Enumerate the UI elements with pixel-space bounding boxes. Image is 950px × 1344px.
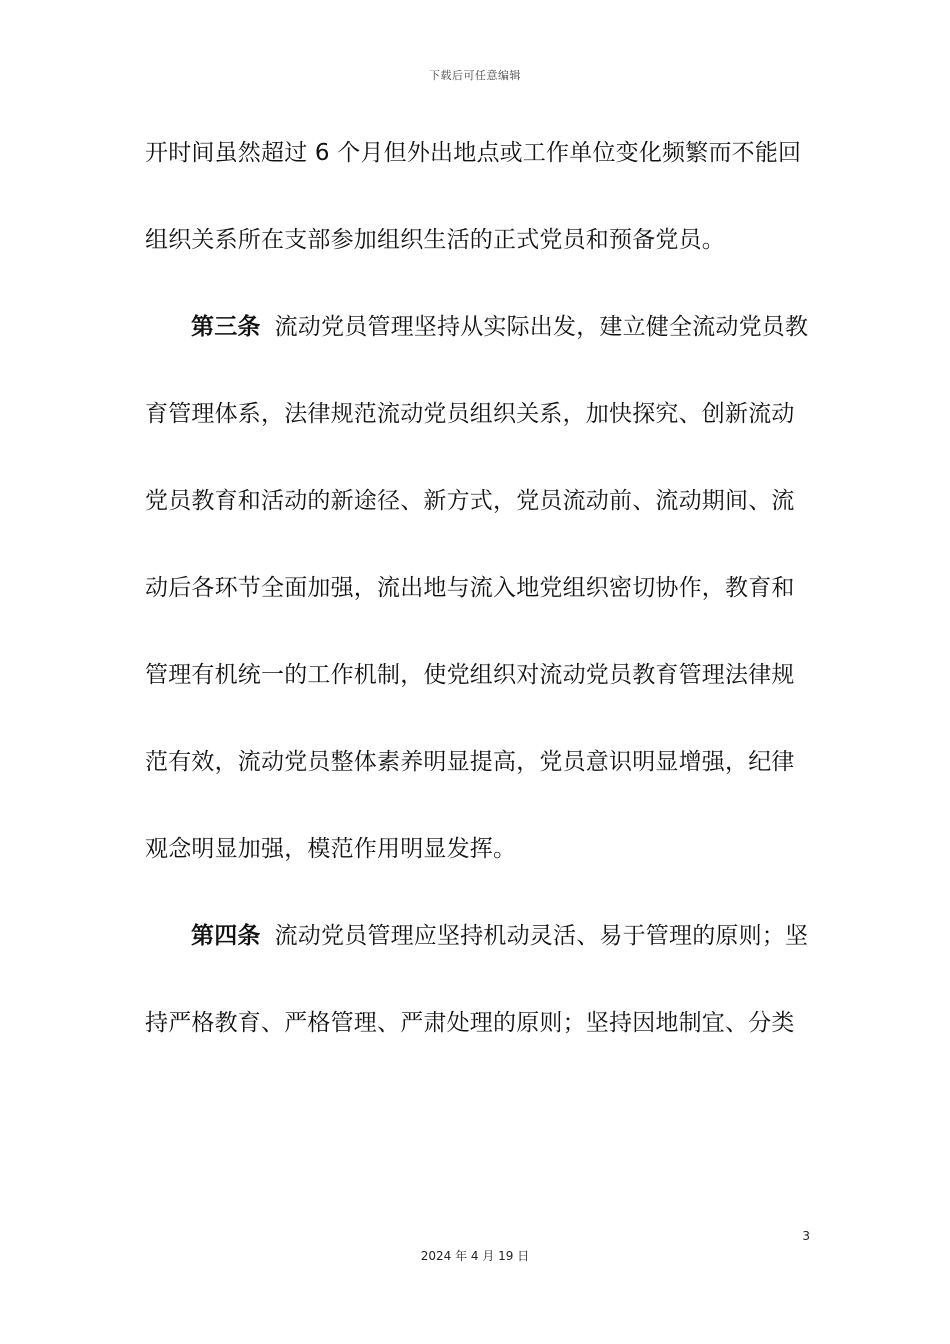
text-line: 管理有机统一的工作机制，使党组织对流动党员教育管理法律规 bbox=[145, 662, 795, 688]
article-first-line bbox=[145, 302, 807, 389]
document-body bbox=[145, 128, 807, 1085]
article-number: 第三条 bbox=[191, 314, 261, 340]
text-line: 开时间虽然超过 6 个月但外出地点或工作单位变化频繁而不能回 bbox=[145, 140, 802, 166]
text-line: 育管理体系，法律规范流动党员组织关系，加快探究、创新流动 bbox=[145, 401, 795, 427]
article-text: 流动党员管理应坚持机动灵活、易于管理的原则；坚 bbox=[274, 923, 809, 949]
text-line: 动后各环节全面加强，流出地与流入地党组织密切协作，教育和 bbox=[145, 575, 795, 601]
text-line: 持严格教育、严格管理、严肃处理的原则；坚持因地制宜、分类 bbox=[145, 1010, 795, 1036]
text-line: 观念明显加强，模范作用明显发挥。 bbox=[145, 836, 517, 862]
text-line: 组织关系所在支部参加组织生活的正式党员和预备党员。 bbox=[145, 227, 725, 253]
footer-date: 2024 年 4 月 19 日 bbox=[420, 1249, 530, 1263]
article-first-line bbox=[145, 911, 807, 998]
page-header: 下载后可任意编辑 bbox=[429, 69, 521, 82]
page-number: 3 bbox=[802, 1229, 810, 1243]
article-number: 第四条 bbox=[191, 923, 261, 949]
text-line: 党员教育和活动的新途径、新方式，党员流动前、流动期间、流 bbox=[145, 488, 795, 514]
article-text: 流动党员管理坚持从实际出发，建立健全流动党员教 bbox=[274, 314, 809, 340]
text-line: 范有效，流动党员整体素养明显提高，党员意识明显增强，纪律 bbox=[145, 749, 795, 775]
